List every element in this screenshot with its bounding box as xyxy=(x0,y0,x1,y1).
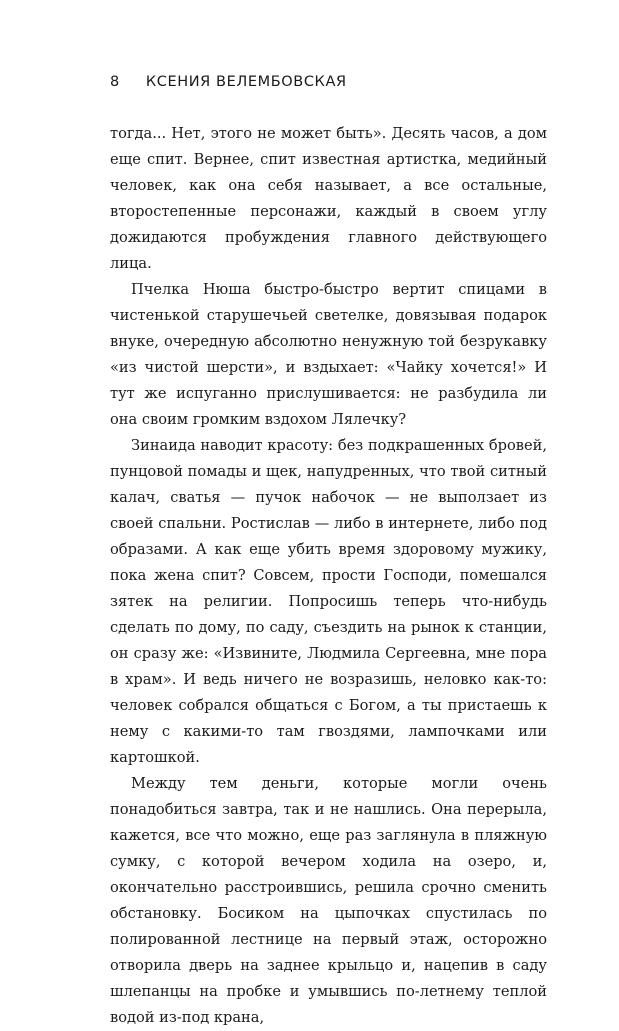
paragraph-4: Между тем деньги, которые могли очень понадобиться завтра, так и не нашлись. Она перерыла, кажется, все что можно, еще раз заглянула в пляжную сумку, с которой вечером ходила на озеро, и, окончательно расстроившись, решила срочно сменить обстановку. Босиком на цыпочках спустилась по полированной лестнице на первый этаж, осторожно отворила дверь на заднее крыльцо и, нацепив в саду шлепанцы на пробке и умывшись по-летнему теплой водой из-под крана, xyxy=(110,775,547,1026)
paragraph-1: тогда... Нет, этого не может быть». Десять часов, а дом еще спит. Вернее, спит известная артистка, медийный человек, как она себя называет, а все остальные, второстепенные персонажи, каждый в своем углу дожидаются пробуждения главного действующего лица. xyxy=(110,125,547,272)
paragraph-3: Зинаида наводит красоту: без подкрашенных бровей, пунцовой помады и щек, напудренных, что твой ситный калач, сватья — пучок набочок — не выползает из своей спальни. Ростислав — либо в интернете, либо под образами. А как еще убить время здоровому мужику, пока жена спит? Совсем, прости Господи, помешался зятек на религии. Попросишь теперь что-нибудь сделать по дому, по саду, съездить на рынок к станции, он сразу же: «Извините, Людмила Сергеевна, мне пора в храм». И ведь ничего не возразишь, неловко как-то: человек собрался общаться с Богом, а ты пристаешь к нему с какими-то там гвоздями, лампочками или картошкой. xyxy=(110,437,547,766)
body-text xyxy=(110,121,547,1031)
page-number: 8 xyxy=(110,74,120,90)
paragraph-2: Пчелка Нюша быстро-быстро вертит спицами в чистенькой старушечьей светелке, довязывая подарок внуке, очередную абсолютно ненужную той безрукавку «из чистой шерсти», и вздыхает: «Чайку хочется!» И тут же испуганно прислушивается: не разбудила ли она своим громким вздохом Лялечку? xyxy=(110,281,547,428)
author-name: КСЕНИЯ ВЕЛЕМБОВСКАЯ xyxy=(145,74,347,90)
running-head xyxy=(110,74,550,96)
